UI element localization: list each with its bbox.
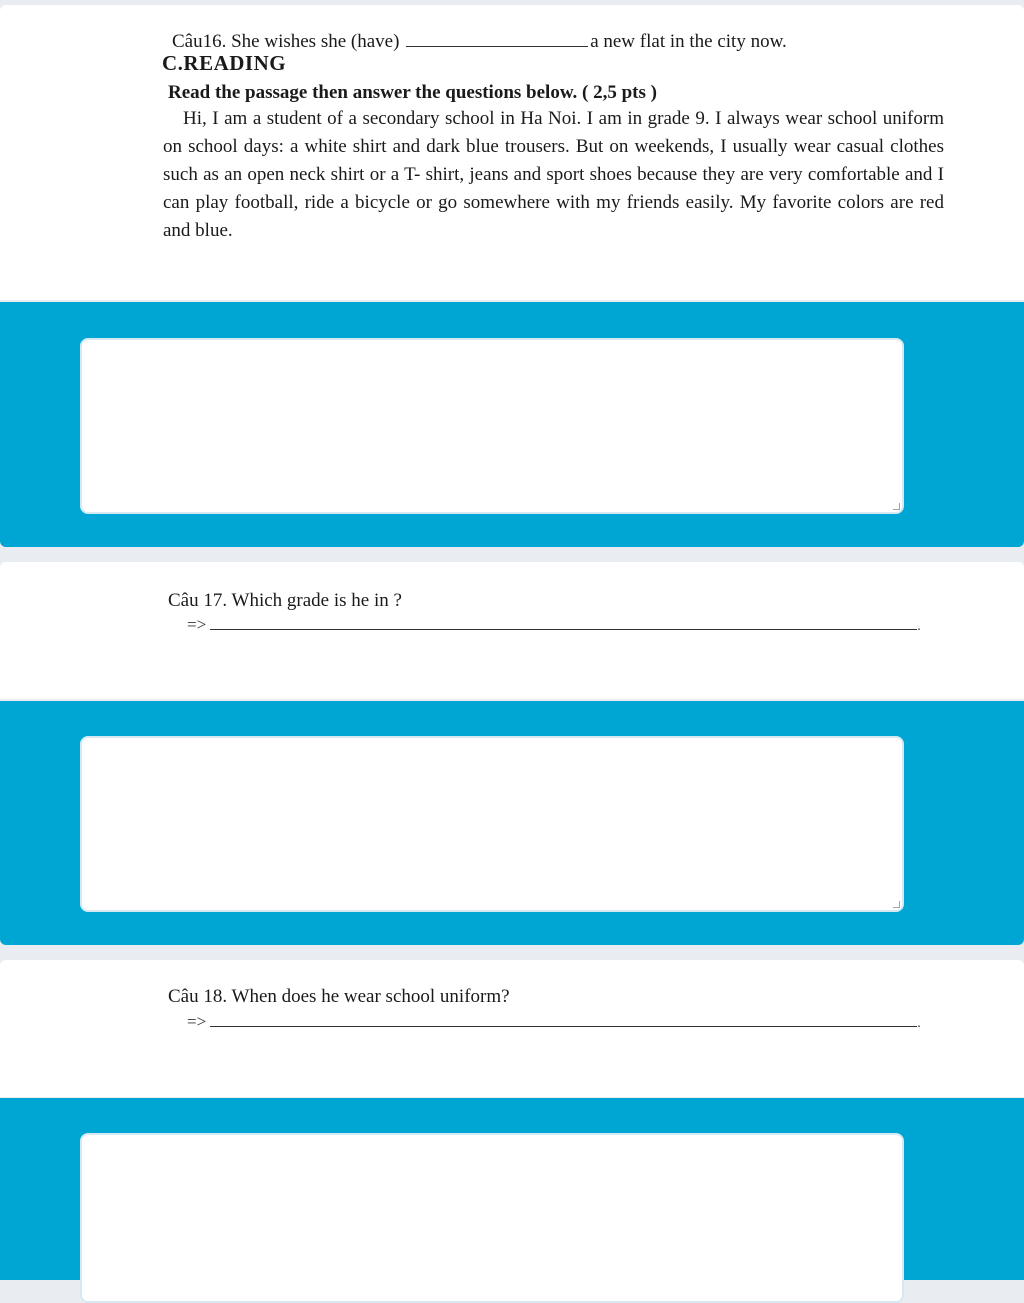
question-16-prefix: Câu16. She wishes she (have)	[172, 31, 405, 52]
reading-passage: Hi, I am a student of a secondary school in Ha Noi. I am in grade 9. I always wear school uniform on school days: a white shirt and dark blue trousers. But on weekends, I usually wear casual clothes such as an open neck shirt or a T- shirt, jeans and sport shoes because they are very comfortable and I can play football, ride a bicycle or go somewhere with my friends easily. My favorite colors are red and blue.	[163, 108, 944, 241]
section-title: C.READING	[162, 51, 287, 75]
question-16-suffix: a new flat in the city now.	[590, 31, 787, 52]
question-18: Câu 18. When does he wear school uniform?	[168, 986, 510, 1007]
answer-textarea[interactable]	[80, 338, 904, 514]
line-end: .	[917, 1016, 921, 1031]
question-17: Câu 17. Which grade is he in ?	[168, 590, 402, 611]
resize-handle-icon[interactable]	[893, 901, 900, 908]
blank-line	[210, 617, 917, 630]
answer-line-18	[187, 1012, 921, 1032]
question-16-blank	[406, 28, 588, 47]
arrow-marker: =>	[187, 615, 207, 634]
answer-textarea[interactable]	[80, 736, 904, 912]
answer-line-17	[187, 615, 921, 635]
blank-line	[210, 1014, 917, 1027]
resize-handle-icon[interactable]	[893, 503, 900, 510]
answer-textarea[interactable]	[80, 1133, 904, 1303]
arrow-marker: =>	[187, 1012, 207, 1031]
line-end: .	[917, 619, 921, 634]
reading-instruction: Read the passage then answer the questions below. ( 2,5 pts )	[168, 82, 657, 103]
